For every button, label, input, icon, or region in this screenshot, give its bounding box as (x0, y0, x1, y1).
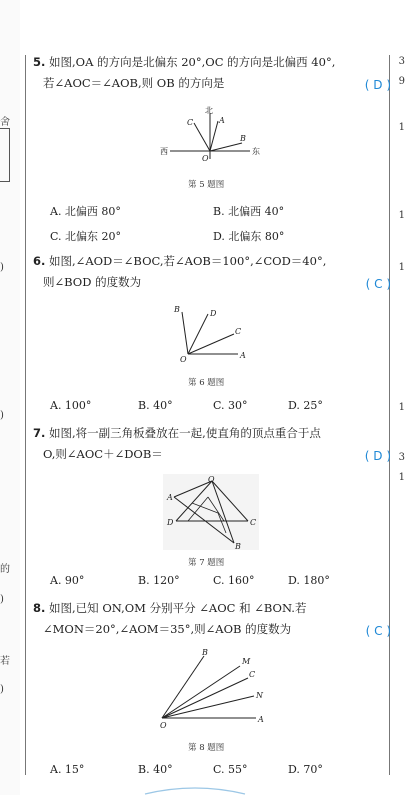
question-7 (33, 423, 385, 465)
label-B: B (235, 542, 241, 551)
question-6-line2 (43, 272, 385, 293)
question-6 (33, 251, 385, 293)
answer-q8: ( C ) (365, 624, 391, 638)
right-margin (389, 0, 405, 795)
label-A: A (240, 351, 246, 360)
left-fragment: 的 (0, 564, 10, 575)
option-a[interactable]: A. 100° (50, 399, 92, 412)
question-text: 如图,∠AOD＝∠BOC,若∠AOB＝100°,∠COD＝40°, (49, 254, 327, 268)
label-O: O (202, 154, 209, 163)
option-a[interactable]: A. 北偏西 80° (50, 205, 121, 218)
label-west: 西 (160, 147, 168, 156)
options-q7 (50, 574, 380, 590)
question-7-line2 (43, 444, 385, 465)
question-number: 8. (33, 601, 46, 615)
label-D: D (210, 309, 217, 318)
label-east: 东 (252, 147, 260, 156)
left-margin-box (0, 128, 10, 182)
answer-q5: ( D ) (364, 78, 391, 92)
option-d[interactable]: D. 北偏东 80° (213, 230, 285, 243)
option-d[interactable]: D. 180° (288, 574, 330, 587)
right-fragment: 1 (398, 262, 405, 273)
page-footer-ornament (140, 785, 250, 795)
left-fragment: 若 (0, 656, 10, 667)
label-C: C (250, 518, 257, 527)
ray-OB (182, 312, 188, 354)
label-O: O (180, 355, 187, 364)
option-c[interactable]: C. 55° (213, 763, 248, 776)
label-N: N (256, 691, 263, 700)
right-fragment: 1 (398, 472, 405, 483)
options-q8 (50, 763, 380, 779)
right-fragment: 1 (398, 210, 405, 221)
question-8-line1 (33, 598, 385, 619)
label-A: A (167, 493, 173, 502)
right-fragment: 3 (398, 452, 405, 463)
label-C: C (235, 327, 242, 336)
caption-q7: 第 7 题图 (188, 558, 225, 568)
option-a[interactable]: A. 15° (50, 763, 85, 776)
label-D: D (167, 518, 174, 527)
ray-ON (162, 696, 254, 718)
options-q5 (50, 203, 380, 243)
option-d[interactable]: D. 70° (288, 763, 323, 776)
question-8 (33, 598, 385, 640)
label-B: B (174, 305, 180, 314)
options-q6 (50, 399, 380, 415)
left-fragment: ) (0, 262, 4, 273)
left-margin (0, 0, 20, 795)
question-7-line1 (33, 423, 385, 444)
question-text: 如图,已知 ON,OM 分别平分 ∠AOC 和 ∠BON.若 (49, 601, 307, 615)
question-text: 如图,OA 的方向是北偏东 20°,OC 的方向是北偏西 40°, (49, 55, 336, 69)
question-number: 6. (33, 254, 46, 268)
caption-q5: 第 5 题图 (188, 180, 225, 190)
question-text: O,则∠AOC＋∠DOB＝ (43, 447, 163, 461)
option-b[interactable]: B. 120° (138, 574, 180, 587)
right-fragment: 1 (398, 402, 405, 413)
caption-q8: 第 8 题图 (188, 743, 225, 753)
question-5-line1 (33, 52, 385, 73)
label-B: B (202, 648, 208, 657)
ray-OC (194, 123, 210, 151)
label-A: A (258, 715, 264, 724)
figure-q6 (172, 302, 257, 364)
label-A: A (219, 116, 225, 125)
question-number: 5. (33, 55, 46, 69)
left-fragment: 舍 (0, 117, 10, 128)
label-M: M (242, 657, 251, 666)
ray-OD (188, 314, 208, 354)
label-C: C (187, 118, 194, 127)
question-number: 7. (33, 426, 46, 440)
question-5-line2 (43, 73, 385, 94)
question-6-line1 (33, 251, 385, 272)
question-5 (33, 52, 385, 94)
question-text: 如图,将一副三角板叠放在一起,使直角的顶点重合于点 (49, 426, 321, 440)
ray-OB (210, 143, 242, 151)
figure-q7 (162, 473, 262, 553)
left-fragment: ) (0, 594, 4, 605)
ray-OA (210, 121, 218, 151)
question-text: 若∠AOC＝∠AOB,则 OB 的方向是 (43, 76, 225, 90)
figure-q5 (160, 103, 270, 165)
label-B: B (240, 134, 246, 143)
option-d[interactable]: D. 25° (288, 399, 323, 412)
figure-background (163, 474, 259, 550)
ray-OM (162, 666, 240, 718)
label-C: C (249, 670, 256, 679)
ray-OC (188, 334, 234, 354)
question-text: ∠MON＝20°,∠AOM＝35°,则∠AOB 的度数为 (43, 622, 292, 636)
option-b[interactable]: B. 北偏西 40° (213, 205, 285, 218)
option-c[interactable]: C. 160° (213, 574, 255, 587)
option-c[interactable]: C. 北偏东 20° (50, 230, 122, 243)
label-O: O (160, 721, 167, 730)
label-O: O (208, 475, 215, 484)
answer-q7: ( D ) (364, 449, 391, 463)
left-column-rule (25, 55, 26, 775)
option-a[interactable]: A. 90° (50, 574, 85, 587)
answer-q6: ( C ) (365, 277, 391, 291)
left-fragment: ) (0, 684, 4, 695)
question-text: 则∠BOD 的度数为 (43, 275, 142, 289)
question-8-line2 (43, 619, 385, 640)
option-b[interactable]: B. 40° (138, 763, 173, 776)
figure-q8 (152, 648, 272, 732)
right-fragment: 9 (398, 76, 405, 87)
ray-OC (162, 678, 248, 718)
option-b[interactable]: B. 40° (138, 399, 173, 412)
option-c[interactable]: C. 30° (213, 399, 248, 412)
right-fragment: 1 (398, 122, 405, 133)
right-fragment: 3 (398, 56, 405, 67)
left-fragment: ) (0, 410, 4, 421)
caption-q6: 第 6 题图 (188, 378, 225, 388)
label-north: 北 (205, 106, 213, 115)
